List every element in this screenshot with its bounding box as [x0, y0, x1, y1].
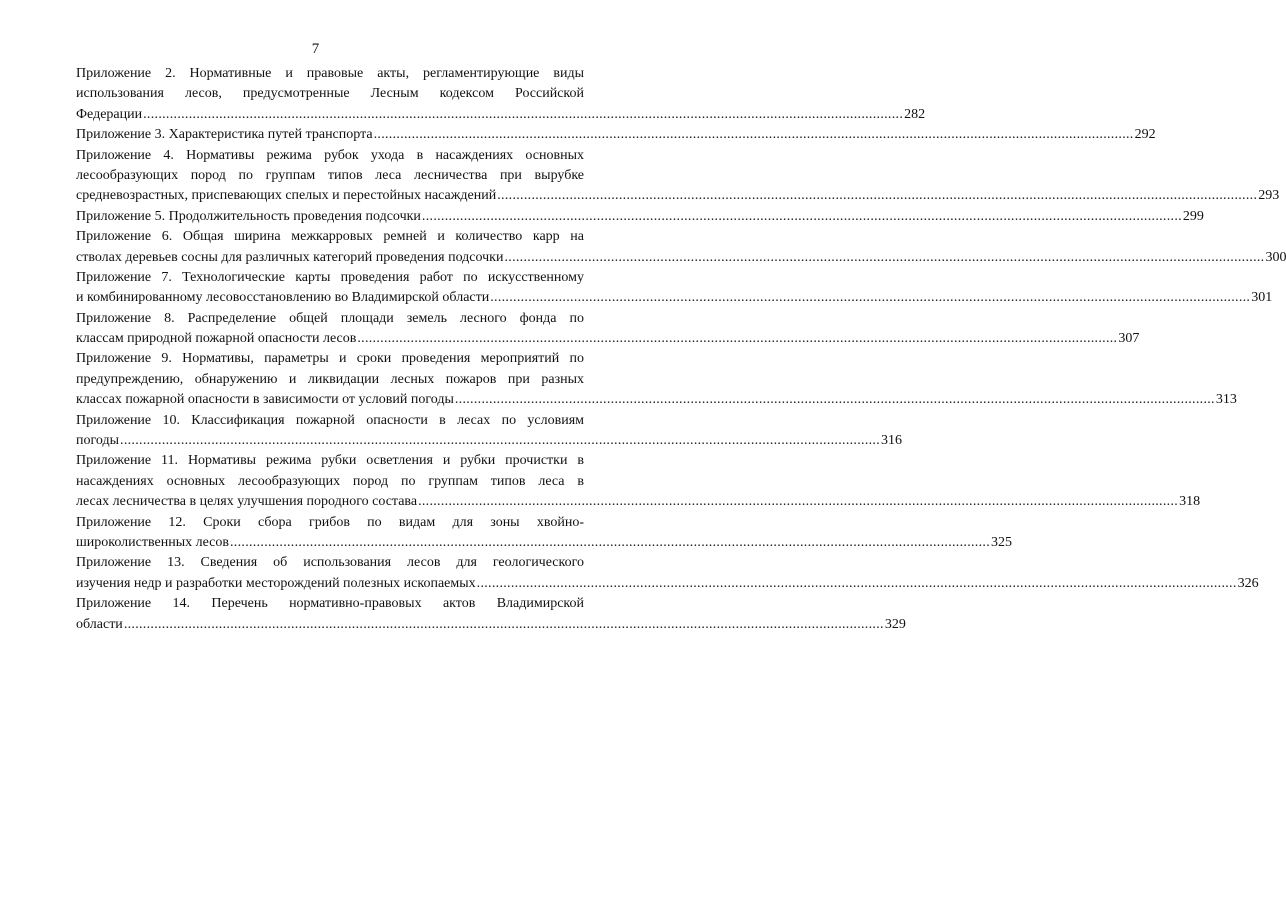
- toc-entry-line: Приложение 10. Классификация пожарной опасности в лесах по условиям: [76, 412, 584, 428]
- toc-entry-title: области: [76, 616, 123, 632]
- toc-entry-last-line: [76, 248, 1286, 268]
- toc-entry-last-line: [76, 492, 1201, 512]
- toc-entry-page: 299: [1182, 208, 1204, 224]
- toc-entry[interactable]: [76, 146, 1280, 207]
- dot-leader: ........................................................................................................................................................................................................: [497, 188, 1258, 204]
- toc-entry-page: 316: [881, 433, 903, 449]
- toc-entry-title: погоды: [76, 433, 120, 449]
- toc-entry[interactable]: [76, 451, 1201, 512]
- toc-entry[interactable]: [76, 411, 903, 452]
- dot-leader: ........................................................................................................................................................................................................: [357, 331, 1118, 347]
- toc-entry-page: 313: [1215, 392, 1237, 408]
- toc-entry[interactable]: [76, 309, 1140, 350]
- toc-entry-page: 307: [1118, 331, 1140, 347]
- toc-entry-page: 282: [904, 106, 926, 122]
- toc-entry[interactable]: [76, 207, 1204, 227]
- dot-leader: ........................................................................................................................................................................................................: [230, 534, 990, 550]
- toc-entry[interactable]: [76, 513, 1012, 554]
- toc-entry-page: 301: [1251, 290, 1273, 306]
- toc-entry-line: Приложение 4. Нормативы режима рубок ухода в насаждениях основных: [76, 147, 584, 163]
- toc-entry[interactable]: [76, 64, 926, 125]
- toc-entry-last-line: [76, 329, 1140, 349]
- dot-leader: ........................................................................................................................................................................................................: [123, 616, 884, 632]
- toc-entry-title: изучения недр и разработки месторождений полезных ископаемых: [76, 575, 476, 591]
- toc-entry-line: Приложение 7. Технологические карты проведения работ по искусственному: [76, 269, 584, 285]
- dot-leader: ........................................................................................................................................................................................................: [476, 575, 1237, 591]
- toc-entry-last-line: [76, 533, 1012, 553]
- toc-entry-line: Приложение 6. Общая ширина межкарровых ремней и количество карр на: [76, 229, 584, 245]
- toc-entry-line: Приложение 2. Нормативные и правовые акты, регламентирующие виды: [76, 66, 584, 81]
- toc-entry-title: стволах деревьев сосны для различных категорий проведения подсочки: [76, 249, 504, 265]
- toc-entry[interactable]: [76, 227, 1286, 268]
- toc-entry-last-line: [76, 431, 903, 451]
- dot-leader: ........................................................................................................................................................................................................: [454, 392, 1215, 408]
- dot-leader: ........................................................................................................................................................................................................: [418, 494, 1179, 510]
- toc-entry-title: классах пожарной опасности в зависимости от условий погоды: [76, 392, 454, 408]
- toc-entry-title: средневозрастных, приспевающих спелых и перестойных насаждений: [76, 188, 497, 204]
- toc-entry-last-line: [76, 288, 1273, 308]
- dot-leader: ........................................................................................................................................................................................................: [421, 208, 1182, 224]
- toc-entry-title: Приложение 5. Продолжительность проведения подсочки: [76, 208, 421, 224]
- toc-entry-line: Приложение 8. Распределение общей площади земель лесного фонда по: [76, 310, 584, 326]
- toc-entry-last-line: [76, 574, 1259, 594]
- toc-entry[interactable]: [76, 553, 1259, 594]
- toc-entry[interactable]: [76, 268, 1273, 309]
- toc-entry-line: Приложение 13. Сведения об использования лесов для геологического: [76, 555, 584, 571]
- toc-entry-line: насаждениях основных лесообразующих пород по группам типов леса в: [76, 473, 584, 489]
- dot-leader: ........................................................................................................................................................................................................: [143, 106, 904, 122]
- toc-entry-line: Приложение 9. Нормативы, параметры и сроки проведения мероприятий по: [76, 351, 584, 367]
- toc-entry-title: и комбинированному лесовосстановлению во Владимирской области: [76, 290, 490, 306]
- toc-entry-last-line: [76, 615, 906, 635]
- toc-entry-last-line: [76, 125, 1156, 145]
- dot-leader: ........................................................................................................................................................................................................: [373, 127, 1134, 143]
- toc-entry-page: 329: [884, 616, 906, 632]
- toc-entry-title: классам природной пожарной опасности лесов: [76, 331, 357, 347]
- toc-entry-title: лесах лесничества в целях улучшения породного состава: [76, 494, 418, 510]
- toc-entry-page: 292: [1134, 127, 1156, 143]
- page-number: 7: [311, 41, 320, 57]
- toc-entry-last-line: [76, 186, 1280, 206]
- dot-leader: ........................................................................................................................................................................................................: [490, 290, 1251, 306]
- toc-entry-line: использования лесов, предусмотренные Лесным кодексом Российской: [76, 86, 584, 102]
- toc-entry[interactable]: [76, 349, 1237, 410]
- toc-entry-line: Приложение 11. Нормативы режима рубки осветления и рубки прочистки в: [76, 453, 584, 469]
- toc-entry-title: Приложение 3. Характеристика путей транспорта: [76, 127, 373, 143]
- toc-entry-line: лесообразующих пород по группам типов леса лесничества при вырубке: [76, 167, 584, 183]
- dot-leader: ........................................................................................................................................................................................................: [504, 249, 1265, 265]
- toc-entry-line: Приложение 12. Сроки сбора грибов по видам для зоны хвойно-: [76, 514, 584, 530]
- toc-entry-line: Приложение 14. Перечень нормативно-правовых актов Владимирской: [76, 596, 584, 612]
- toc-entry[interactable]: [76, 594, 906, 635]
- toc-entry-page: 325: [991, 534, 1012, 550]
- toc-entry[interactable]: [76, 125, 1156, 145]
- toc-entry-last-line: [76, 105, 926, 125]
- toc-entry-line: предупреждению, обнаружению и ликвидации лесных пожаров при разных: [76, 371, 584, 387]
- toc-entry-last-line: [76, 207, 1204, 227]
- dot-leader: ........................................................................................................................................................................................................: [120, 433, 881, 449]
- toc-entry-title: Федерации: [76, 106, 143, 122]
- toc-entry-page: 300: [1265, 249, 1286, 265]
- toc-entry-page: 318: [1179, 494, 1201, 510]
- toc-entry-page: 293: [1258, 188, 1280, 204]
- toc-entry-page: 326: [1237, 575, 1259, 591]
- table-of-contents: [76, 64, 1286, 635]
- toc-entry-title: широколиственных лесов: [76, 534, 229, 550]
- toc-entry-last-line: [76, 390, 1237, 410]
